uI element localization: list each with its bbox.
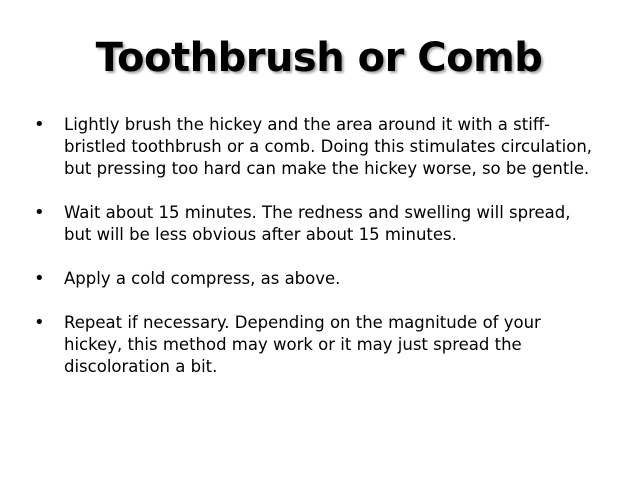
bullet-item-wait <box>32 202 602 246</box>
bullet-dot-icon: • <box>34 312 45 333</box>
bullet-text: Apply a cold compress, as above. <box>64 269 341 288</box>
bullet-text: Wait about 15 minutes. The redness and swelling will spread, but will be less obvious after about 15 minutes. <box>64 203 571 244</box>
bullet-text: Repeat if necessary. Depending on the magnitude of your hickey, this method may work or it may just spread the discoloration a bit. <box>64 313 541 376</box>
slide-title: Toothbrush or Comb <box>95 35 543 81</box>
bullet-text: Lightly brush the hickey and the area around it with a stiff-bristled toothbrush or a comb. Doing this stimulates circulation, but pressing too hard can make the hickey worse, so be gentle. <box>64 115 593 178</box>
bullet-dot-icon: • <box>34 114 45 135</box>
bullet-dot-icon: • <box>34 268 45 289</box>
bullet-item-compress <box>32 268 602 290</box>
bullet-item-brush <box>32 114 602 180</box>
bullet-dot-icon: • <box>34 202 45 223</box>
bullet-item-repeat <box>32 312 602 378</box>
bullet-list <box>32 114 602 378</box>
